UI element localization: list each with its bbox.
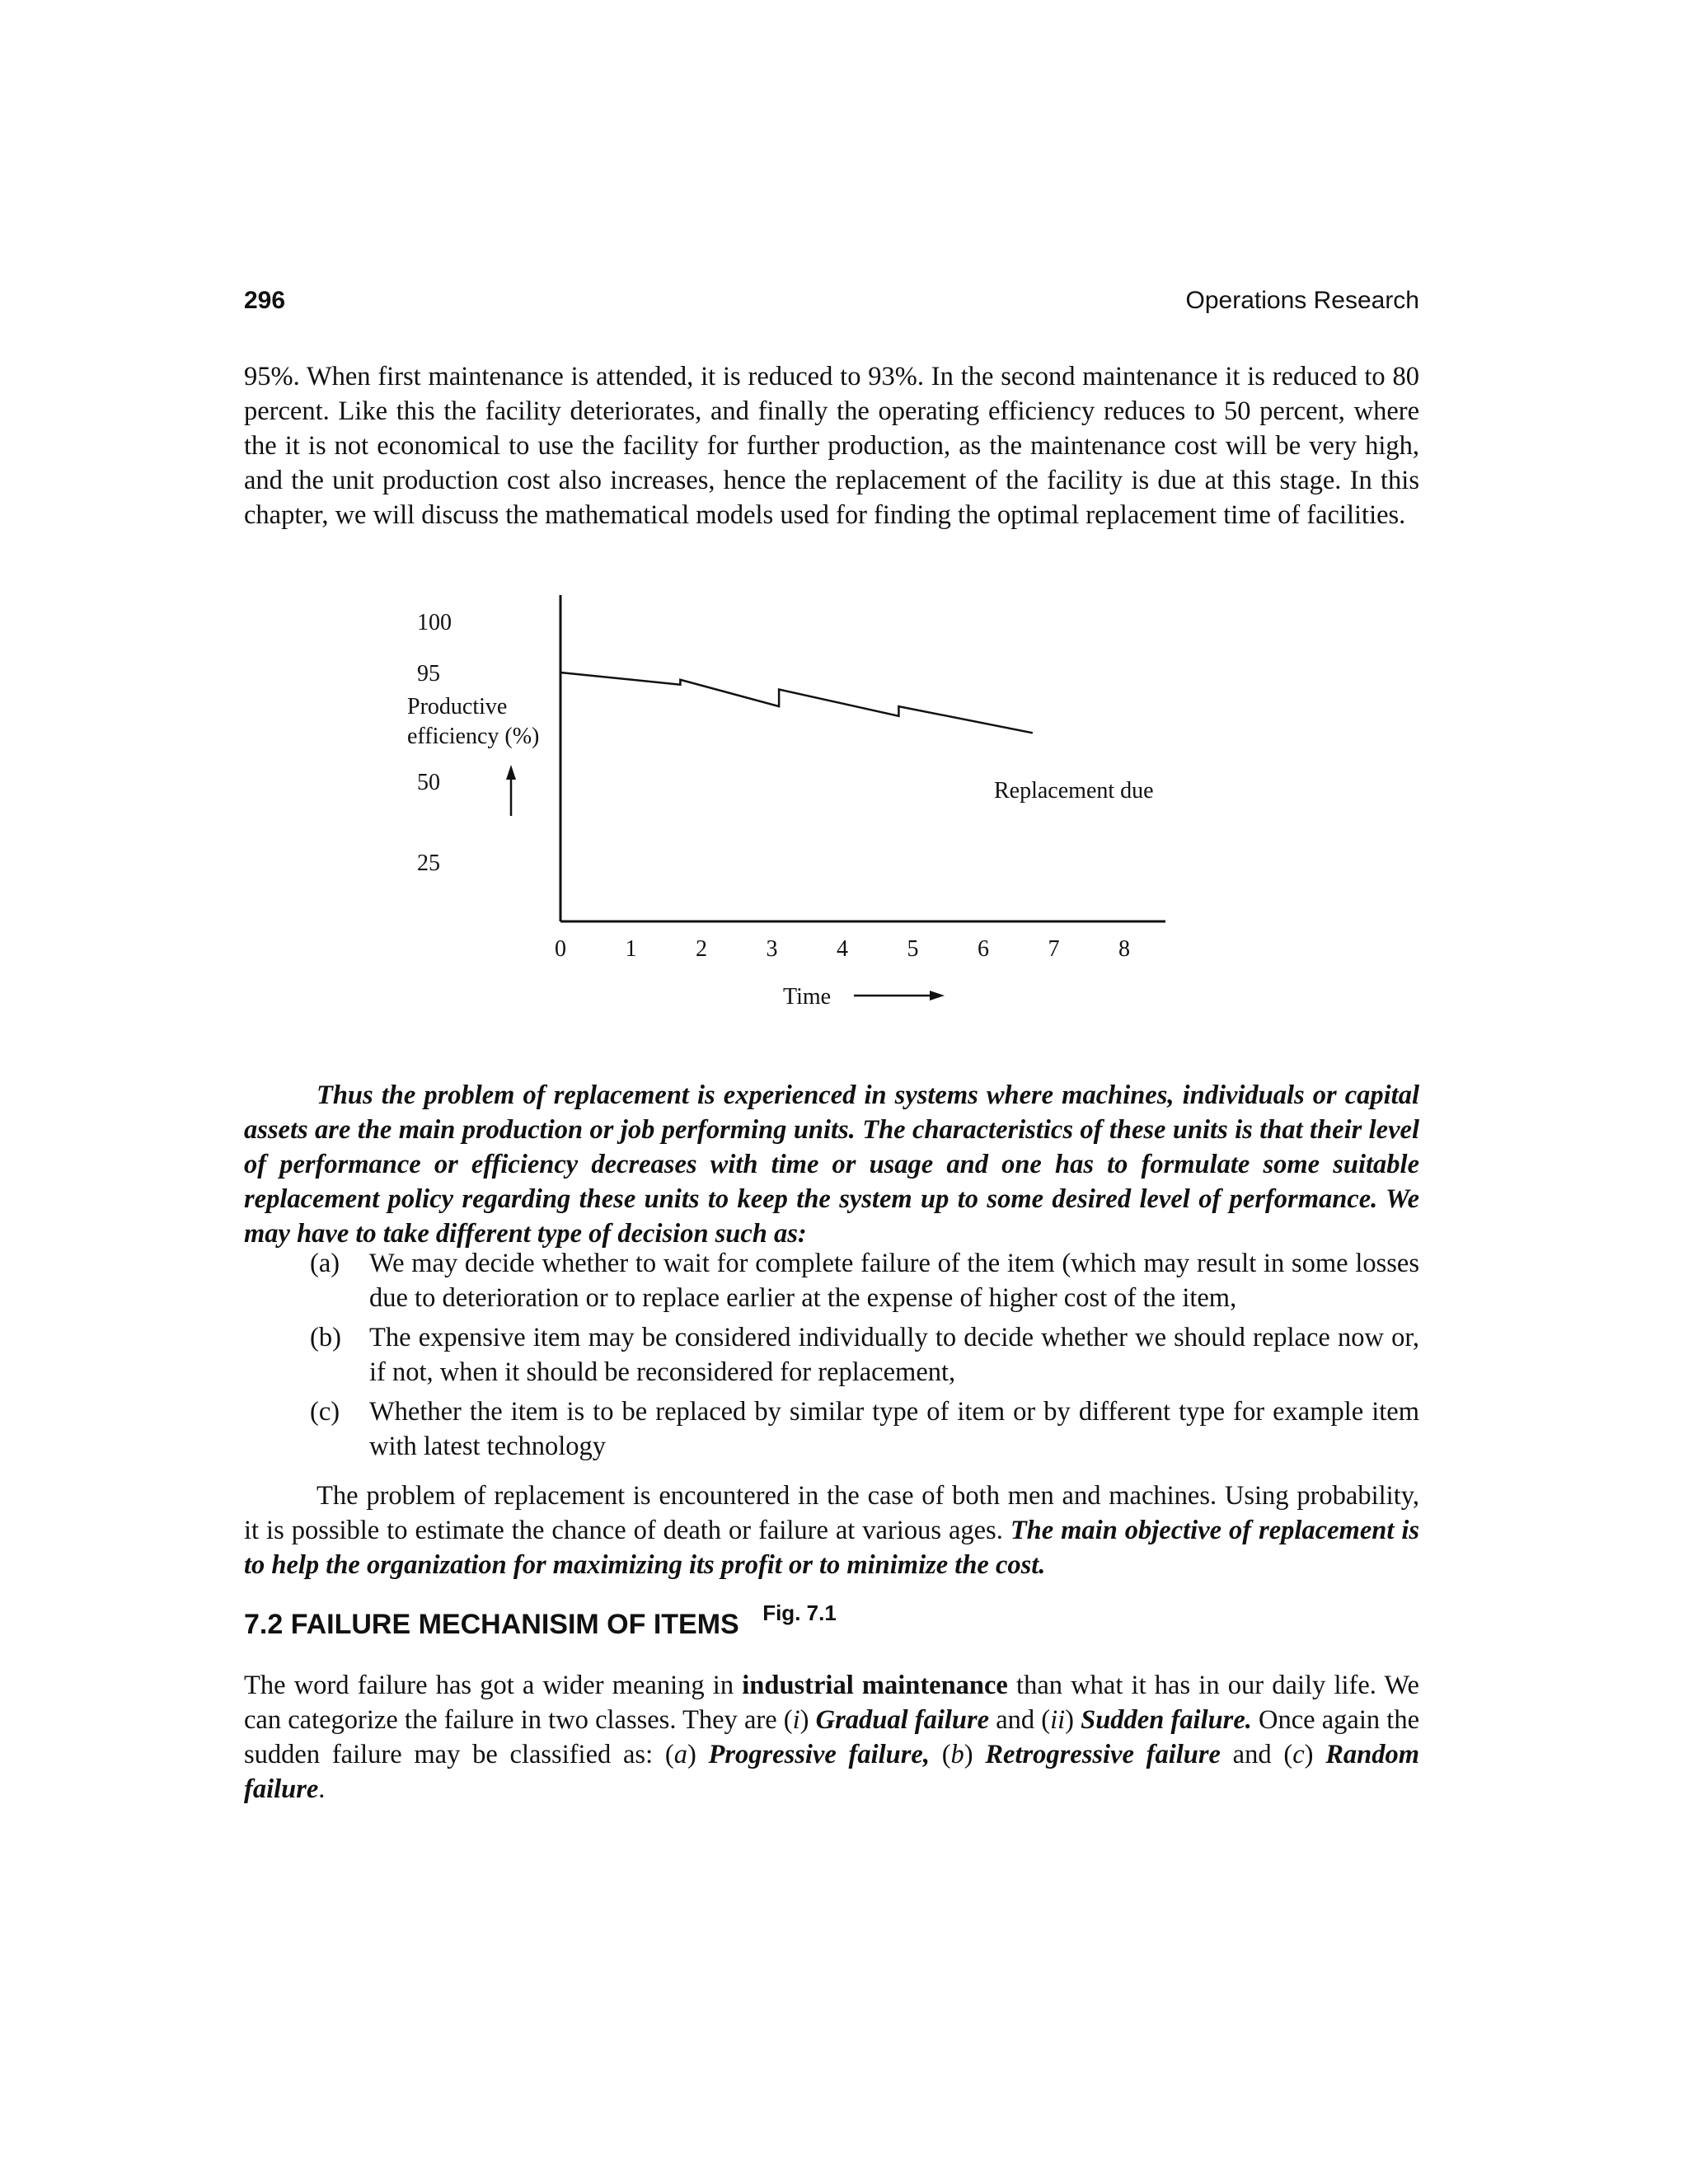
y-axis-label-line-2: efficiency (%) [407, 724, 540, 749]
y-tick-label: 100 [417, 610, 452, 635]
text-run: ( [929, 1740, 951, 1769]
list-item-label: (b) [310, 1323, 341, 1352]
x-tick-label: 7 [1048, 936, 1060, 962]
page-header [244, 287, 1419, 323]
intro-paragraph: 95%. When first maintenance is attended, it is reduced to 93%. In the second maintenance it is reduced to 80 percent. Like this the facility deteriorates, and finally the operating efficiency reduces to 50 percent, where the it is not economical to use the facility for further production, as the maintenance cost will be very high, and the unit production cost also increases, hence the replacement of the facility is due at this stage. In this chapter, we will discuss the mathematical models used for finding the optimal replacement time of facilities. [244, 362, 1419, 530]
list-item-text: We may decide whether to wait for complete failure of the item (which may result in some losses due to deterioration or to replace earlier at the expense of higher cost of the item, [369, 1249, 1419, 1313]
x-tick-label: 3 [766, 936, 778, 962]
x-tick-label: 8 [1118, 936, 1130, 962]
running-title: Operations Research [1185, 287, 1419, 314]
efficiency-chart [387, 585, 1212, 1063]
x-tick-label: 5 [907, 936, 919, 962]
text-run: ) [964, 1740, 986, 1769]
text-run: The word failure has got a wider meaning in [244, 1671, 743, 1700]
x-axis-label: Time [783, 984, 832, 1010]
failure-paragraph [244, 1668, 1419, 1807]
objective-paragraph [244, 1479, 1419, 1582]
emphasis-paragraph [244, 1078, 1419, 1251]
bold-italic-term: Retrogressive failure [985, 1740, 1221, 1769]
right-arrow-icon [854, 991, 945, 1001]
replacement-due-annotation: Replacement due [994, 778, 1154, 804]
text-run: and ( [1220, 1740, 1293, 1769]
y-axis-label-line-1: Productive [407, 694, 508, 719]
italic-label: b [950, 1740, 964, 1769]
y-tick-label: 95 [417, 661, 440, 687]
list-item-label: (c) [310, 1397, 340, 1427]
italic-label: a [673, 1740, 687, 1769]
x-tick-label: 1 [625, 936, 637, 962]
bold-italic-term: Gradual failure [815, 1705, 990, 1735]
italic-label: c [1292, 1740, 1305, 1769]
text-run: . [318, 1774, 326, 1804]
x-tick-label: 4 [837, 936, 848, 962]
y-tick-label: 25 [417, 851, 440, 876]
objective-plain-text: The problem of replacement is encountered in the case of both men and machines. Using probability, it is possible to estimate the chance of death or failure at various ages. [244, 1481, 1419, 1545]
text-run: ) [1304, 1740, 1326, 1769]
bold-italic-term: Random failure [244, 1740, 1419, 1804]
x-tick-labels [555, 936, 1130, 962]
text-run: and ( [989, 1705, 1051, 1735]
decision-list [244, 1246, 1419, 1469]
italic-label: ii [1050, 1705, 1066, 1735]
objective-emphasis-text: The main objective of replacement is to help the organization for maximizing its profit or to minimize the cost. [244, 1516, 1420, 1580]
x-tick-label: 0 [555, 936, 566, 962]
bold-italic-term: Progressive failure, [708, 1740, 930, 1769]
list-item-label: (a) [310, 1249, 340, 1278]
text-run: ) [799, 1705, 816, 1735]
x-tick-label: 6 [978, 936, 989, 962]
page-number: 296 [244, 287, 286, 314]
text-run: ) [1065, 1705, 1081, 1735]
list-item [244, 1394, 1419, 1464]
list-item [244, 1320, 1419, 1390]
up-arrow-icon [506, 765, 516, 816]
x-tick-label: 2 [696, 936, 707, 962]
list-item-text: The expensive item may be considered individually to decide whether we should replace now or, if not, when it should be reconsidered for replacement, [369, 1323, 1419, 1387]
list-item [244, 1246, 1419, 1315]
section-heading: 7.2 FAILURE MECHANISIM OF ITEMS [244, 1609, 739, 1640]
list-item-text: Whether the item is to be replaced by similar type of item or by different type for example item with latest technology [369, 1397, 1419, 1461]
y-tick-label: 50 [417, 770, 440, 795]
efficiency-series-line [560, 673, 1033, 733]
bold-italic-term: Sudden failure. [1081, 1705, 1252, 1735]
emphasis-paragraph-text: Thus the problem of replacement is experienced in systems where machines, individuals or capital assets are the main production or job performing units. The characteristics of these units is that their level of performance or efficiency decreases with time or usage and one has to formulate some suitable replacement policy regarding these units to keep the system up to some desired level of performance. We may have to take different type of decision such as: [244, 1080, 1419, 1249]
text-run: ) [687, 1740, 709, 1769]
bold-term: industrial maintenance [742, 1671, 1008, 1700]
text-run: than what it has in our daily life. We can categorize the failure in two classes. They are ( [244, 1671, 1419, 1735]
figure-caption: Fig. 7.1 [762, 1601, 837, 1625]
italic-label: i [792, 1705, 800, 1735]
text-run: Once again the sudden failure may be classified as: ( [244, 1705, 1419, 1769]
